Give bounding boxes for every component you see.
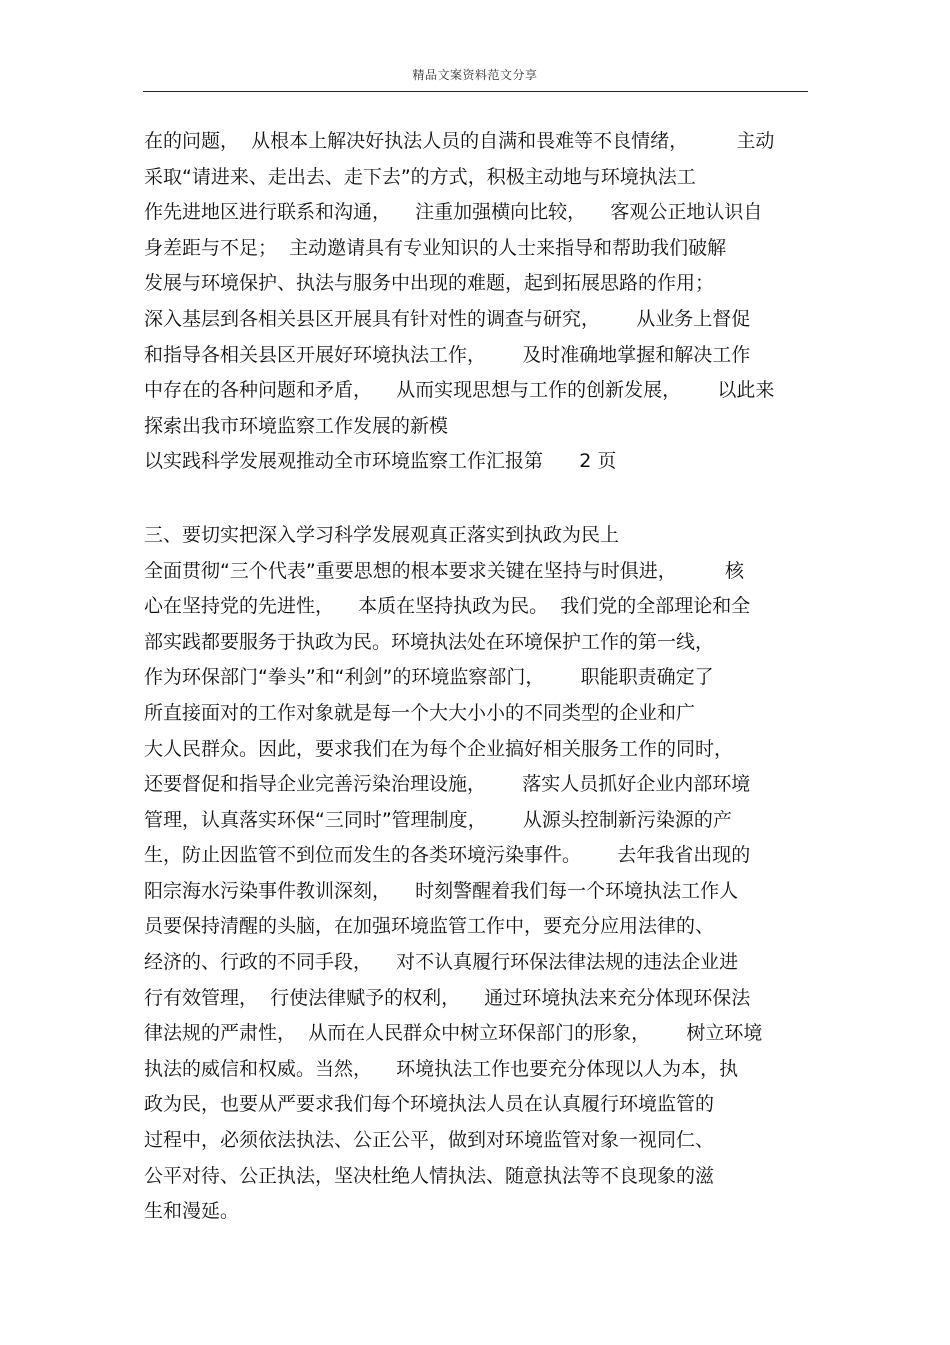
text-line: 律法规的严肃性， 从而在人民群众中树立环保部门的形象， 树立环境 [144, 1022, 763, 1045]
text-line: 采取“请进来、走出去、走下去”的方式，积极主动地与环境执法工 [144, 165, 696, 188]
text-line: 和指导各相关县区开展好环境执法工作， 及时准确地掌握和解决工作 [144, 343, 751, 366]
text-line: 中存在的各种问题和矛盾， 从而实现思想与工作的创新发展， 以此来 [144, 379, 775, 402]
section-heading: 三、要切实把深入学习科学发展观真正落实到执政为民上 [144, 523, 620, 546]
text-line: 政为民，也要从严要求我们每个环境执法人员在认真履行环境监管的 [144, 1093, 715, 1116]
text-line: 执法的威信和权威。当然， 环境执法工作也要充分体现以人为本，执 [144, 1057, 739, 1080]
text-line: 过程中，必须依法执法、公正公平，做到对环境监管对象一视同仁、 [144, 1129, 715, 1152]
text-line: 公平对待、公正执法，坚决杜绝人情执法、随意执法等不良现象的滋 [144, 1164, 715, 1187]
document-body [144, 124, 824, 1230]
text-line: 探索出我市环境监察工作发展的新模 [144, 414, 449, 437]
text-line: 作先进地区进行联系和沟通， 注重加强横向比较， 客观公正地认识自 [144, 201, 763, 224]
text-line: 发展与环境保护、执法与服务中出现的难题，起到拓展思路的作用； [144, 272, 715, 295]
text-line: 大人民群众。因此，要求我们在为每个企业搞好相关服务工作的同时， [144, 737, 734, 760]
text-line: 深入基层到各相关县区开展具有针对性的调查与研究， 从业务上督促 [144, 307, 751, 330]
page-header-title: 精品文案资料范文分享 [412, 68, 538, 82]
text-line: 生和漫延。 [144, 1200, 240, 1223]
text-line: 员要保持清醒的头脑，在加强环境监管工作中，要充分应用法律的、 [144, 915, 715, 938]
text-line: 阳宗海水污染事件教训深刻， 时刻警醒着我们每一个环境执法工作人 [144, 879, 739, 902]
text-line: 心在坚持党的先进性， 本质在坚持执政为民。 我们党的全部理论和全 [144, 595, 751, 618]
text-line: 身差距与不足； 主动邀请具有专业知识的人士来指导和帮助我们破解 [144, 236, 727, 259]
text-line: 部实践都要服务于执政为民。环境执法处在环境保护工作的第一线， [144, 630, 715, 653]
text-line: 行有效管理， 行使法律赋予的权利， 通过环境执法来充分体现环保法 [144, 986, 751, 1009]
page-reference-line: 以实践科学发展观推动全市环境监察工作汇报第 2 页 [144, 450, 617, 473]
paragraph-spacer [144, 480, 824, 518]
text-line: 管理，认真落实环保“三同时”管理制度， 从源头控制新污染源的产 [144, 808, 732, 831]
text-line: 全面贯彻“三个代表”重要思想的根本要求关键在坚持与时俱进， 核 [144, 559, 745, 582]
text-line: 经济的、行政的不同手段， 对不认真履行环保法律法规的违法企业进 [144, 951, 739, 974]
text-line: 作为环保部门“拳头”和“利剑”的环境监察部门， 职能职责确定了 [144, 666, 714, 689]
text-line: 在的问题， 从根本上解决好执法人员的自满和畏难等不良情绪， 主动 [144, 130, 775, 152]
text-line: 生，防止因监管不到位而发生的各类环境污染事件。 去年我省出现的 [144, 844, 751, 867]
text-line: 所直接面对的工作对象就是每一个大大小小的不同类型的企业和广 [144, 701, 696, 724]
text-line: 还要督促和指导企业完善污染治理设施， 落实人员抓好企业内部环境 [144, 773, 751, 796]
header-divider [143, 91, 808, 92]
